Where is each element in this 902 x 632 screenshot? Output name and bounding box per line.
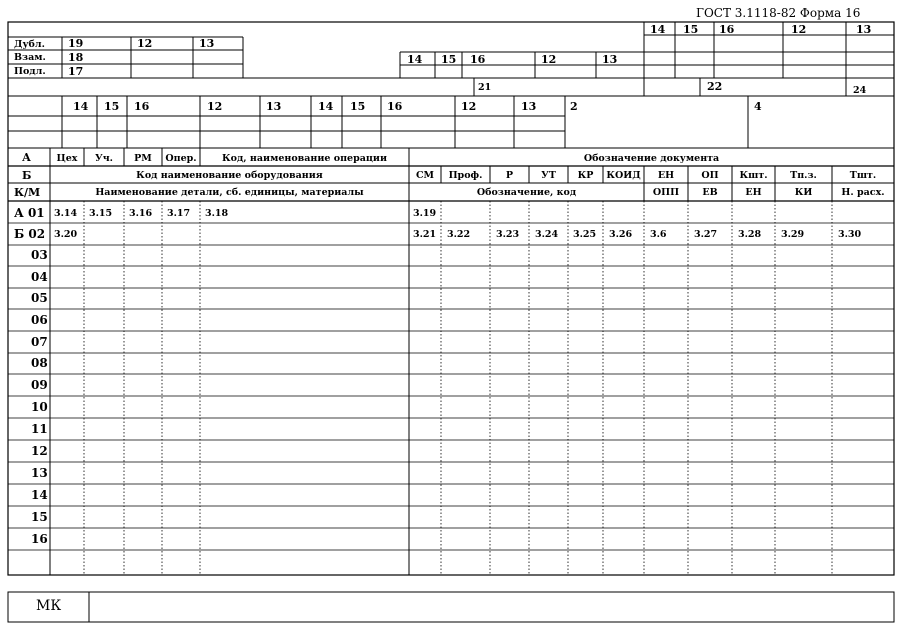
cell-3-15: 3.15 bbox=[89, 208, 113, 219]
col-opp: ОПП bbox=[652, 187, 680, 198]
row-number: 12 bbox=[31, 444, 48, 458]
field-24: 24 bbox=[853, 85, 867, 96]
cell-3-28: 3.28 bbox=[738, 229, 762, 240]
stamp-col-13a: 13 bbox=[266, 100, 282, 113]
stamp-col-14b: 14 bbox=[318, 100, 334, 113]
col-tsht: Тшт. bbox=[849, 170, 877, 181]
cell-3-22: 3.22 bbox=[447, 229, 471, 240]
stamp-col-12a: 12 bbox=[207, 100, 223, 113]
col-ceh: Цех bbox=[56, 153, 78, 164]
col-doc-designation: Обозначение документа bbox=[583, 153, 720, 164]
col-en2: ЕН bbox=[745, 187, 762, 198]
col-kr: КР bbox=[577, 170, 594, 181]
stamp-col-16b: 16 bbox=[387, 100, 403, 113]
mid-col-14: 14 bbox=[407, 53, 423, 66]
row-km-code: К/М bbox=[14, 186, 41, 199]
mid-col-13: 13 bbox=[602, 53, 618, 66]
col-tpz: Тп.з. bbox=[790, 170, 817, 181]
col-ksht: Кшт. bbox=[739, 170, 768, 181]
row-number: 07 bbox=[31, 335, 48, 349]
dubl-c2: 12 bbox=[137, 37, 153, 50]
field-2: 2 bbox=[570, 100, 578, 113]
cell-3-21: 3.21 bbox=[413, 229, 437, 240]
top-col-13: 13 bbox=[856, 23, 872, 36]
stamp-col-16a: 16 bbox=[134, 100, 150, 113]
row-number: 13 bbox=[31, 466, 48, 480]
stamp-col-15a: 15 bbox=[104, 100, 120, 113]
stamp-col-13b: 13 bbox=[521, 100, 537, 113]
row-a-code: А bbox=[22, 151, 31, 164]
stamp-col-12b: 12 bbox=[461, 100, 477, 113]
top-col-16: 16 bbox=[719, 23, 735, 36]
row-number: 16 bbox=[31, 532, 48, 546]
stamp-col-14a: 14 bbox=[73, 100, 89, 113]
cell-3-16: 3.16 bbox=[129, 208, 153, 219]
col-en: ЕН bbox=[657, 170, 675, 181]
cell-3-29: 3.29 bbox=[781, 229, 805, 240]
top-col-12: 12 bbox=[791, 23, 807, 36]
cell-3-17: 3.17 bbox=[167, 208, 191, 219]
row-number: 14 bbox=[31, 488, 48, 502]
gost-header: ГОСТ 3.1118-82 Форма 16 bbox=[696, 6, 861, 20]
col-part-name: Наименование детали, сб. единицы, материалы bbox=[95, 187, 364, 198]
col-n-rash: Н. расх. bbox=[841, 187, 885, 198]
cell-3-6: 3.6 bbox=[650, 229, 667, 240]
top-col-15: 15 bbox=[683, 23, 699, 36]
col-designation-code: Обозначение, код bbox=[476, 187, 577, 198]
cell-3-25: 3.25 bbox=[573, 229, 597, 240]
field-21: 21 bbox=[478, 82, 492, 93]
cell-3-24: 3.24 bbox=[535, 229, 559, 240]
mid-col-15: 15 bbox=[441, 53, 457, 66]
cell-3-23: 3.23 bbox=[496, 229, 520, 240]
vzam-c1: 18 bbox=[68, 51, 84, 64]
cell-3-26: 3.26 bbox=[609, 229, 633, 240]
row-b-code: Б bbox=[22, 169, 32, 182]
row-number: 10 bbox=[31, 400, 48, 414]
podl-label: Подл. bbox=[14, 66, 46, 77]
dubl-label: Дубл. bbox=[14, 39, 45, 50]
cell-3-30: 3.30 bbox=[838, 229, 862, 240]
col-ki: КИ bbox=[794, 187, 813, 198]
col-koid: КОИД bbox=[606, 170, 641, 181]
col-sm: СМ bbox=[415, 170, 435, 181]
col-equipment: Код наименование оборудования bbox=[136, 170, 323, 181]
top-col-14: 14 bbox=[650, 23, 666, 36]
col-op: ОП bbox=[701, 170, 719, 181]
col-ut: УТ bbox=[541, 170, 556, 181]
row-number: 08 bbox=[31, 356, 48, 370]
row-number: 15 bbox=[31, 510, 48, 524]
row-number: 04 bbox=[31, 270, 48, 284]
cell-3-20: 3.20 bbox=[54, 229, 78, 240]
cell-3-14: 3.14 bbox=[54, 208, 78, 219]
row-number: 06 bbox=[31, 313, 48, 327]
dubl-c1: 19 bbox=[68, 37, 84, 50]
row-number: 05 bbox=[31, 291, 48, 305]
podl-c1: 17 bbox=[68, 65, 84, 78]
row-b02-code: Б 02 bbox=[14, 227, 46, 241]
mid-col-16: 16 bbox=[470, 53, 486, 66]
vzam-label: Взам. bbox=[14, 52, 46, 63]
col-r: Р bbox=[505, 170, 514, 181]
dubl-c3: 13 bbox=[199, 37, 215, 50]
col-ev: ЕВ bbox=[702, 187, 718, 198]
col-operation-name: Код, наименование операции bbox=[221, 153, 388, 164]
cell-3-19: 3.19 bbox=[413, 208, 437, 219]
cell-3-27: 3.27 bbox=[694, 229, 718, 240]
col-uch: Уч. bbox=[95, 153, 113, 164]
row-number: 09 bbox=[31, 378, 48, 392]
field-22: 22 bbox=[707, 80, 723, 93]
row-number: 03 bbox=[31, 248, 48, 262]
row-a01-code: А 01 bbox=[14, 206, 45, 220]
mid-col-12: 12 bbox=[541, 53, 557, 66]
cell-3-18: 3.18 bbox=[205, 208, 229, 219]
footer-mk-label: МК bbox=[36, 598, 62, 614]
col-rm: РМ bbox=[134, 153, 152, 164]
stamp-col-15b: 15 bbox=[350, 100, 366, 113]
col-prof: Проф. bbox=[448, 170, 483, 181]
col-oper: Опер. bbox=[165, 153, 197, 164]
row-number: 11 bbox=[31, 422, 48, 436]
field-4: 4 bbox=[754, 100, 762, 113]
